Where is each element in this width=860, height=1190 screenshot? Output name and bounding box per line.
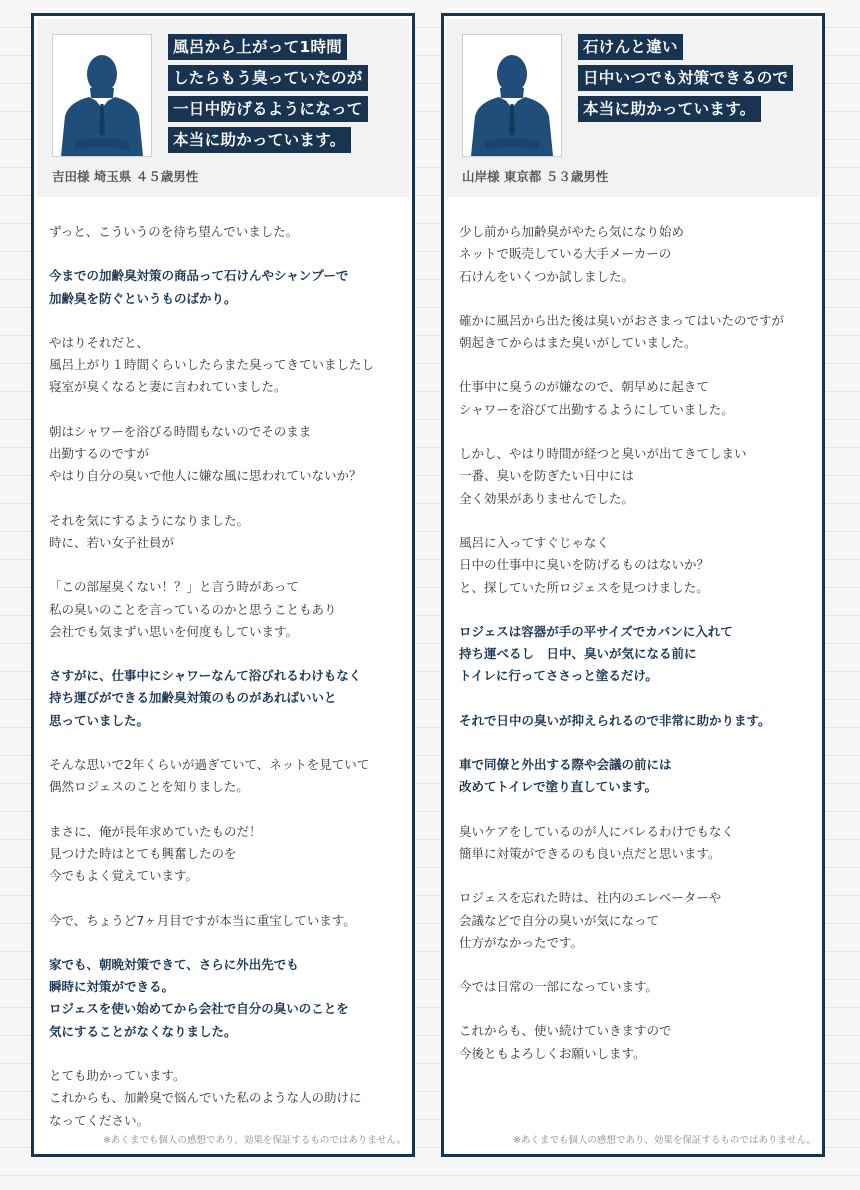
headline-line: 日中いつでも対策できるので — [578, 65, 793, 91]
testimonial-paragraph: 朝はシャワーを浴びる時間もないのでそのまま 出勤するのですが やはり自分の臭いで他人に嫌な風に思われていないか？ — [49, 423, 362, 484]
testimonial-paragraph: それで日中の臭いが抑えられるので非常に助かります。 — [459, 712, 771, 728]
testimonial-paragraph: 家でも、朝晩対策できて、さらに外出先でも 瞬時に対策ができる。 ロジェスを使い始めてから会社で自分の臭いのことを 気にすることがなくなりました。 — [49, 956, 349, 1039]
testimonial-paragraph: 今までの加齢臭対策の商品って石けんやシャンプーで 加齢臭を防ぐというものばかり。 — [49, 268, 349, 306]
headline-line: したらもう臭っていたのが — [168, 65, 368, 91]
disclaimer: ※あくまでも個人の感想であり、効果を保証するものではありません。 — [512, 1135, 816, 1146]
headline-line: 石けんと違い — [578, 34, 683, 60]
avatar — [52, 34, 152, 157]
customer-profile: 山岸様 東京都 ５３歳男性 — [462, 169, 609, 184]
testimonial-paragraph: 仕事中に臭うのが嫌なので、朝早めに起きて シャワーを浴びて出勤するようにしていました。 — [459, 379, 734, 417]
testimonial-paragraph: 少し前から加齢臭がやたら気になり始め ネットで販売している大手メーカーの 石けんをいくつか試しました。 — [459, 224, 685, 284]
testimonial-paragraph: とても助かっています。 これからも、加齢臭で悩んでいた私のような人の助けに なってください。 — [49, 1068, 362, 1128]
testimonial-paragraph: ロジェスを忘れた時は、社内のエレベーターや 会議などで自分の臭いが気になって 仕方がなかったです。 — [459, 890, 722, 950]
testimonial-card — [31, 13, 415, 1157]
businessman-silhouette-icon — [467, 44, 557, 156]
testimonial-paragraph: 臭いケアをしているのが人にバレるわけでもなく 簡単に対策ができるのも良い点だと思います。 — [459, 823, 735, 861]
testimonial-paragraph: まさに、俺が長年求めていたものだ！ 見つけた時はとても興奮したのを 今でもよく覚えています。 — [49, 823, 262, 884]
testimonial-paragraph: さすがに、仕事中にシャワーなんて浴びれるわけもなく 持ち運びができる加齢臭対策のものがあればいいと 思っていました。 — [49, 668, 362, 728]
testimonial-paragraph: 確かに風呂から出た後は臭いがおさまってはいたのですが 朝起きてからはまた臭いがしていました。 — [459, 312, 785, 351]
testimonial-paragraph: それを気にするようになりました。 時に、若い女子社員が — [49, 512, 250, 550]
testimonial-paragraph: 車で同僚と外出する際や会議の前には 改めてトイレで塗り直しています。 — [459, 757, 672, 795]
testimonial-header — [37, 19, 409, 197]
testimonial-header — [447, 19, 819, 197]
testimonial-paragraph: ずっと、こういうのを待ち望んでいました。 — [49, 224, 299, 239]
headline-line: 風呂から上がって1時間 — [168, 34, 347, 60]
testimonial-paragraph: これからも、使い続けていきますので 今後ともよろしくお願いします。 — [459, 1023, 672, 1061]
testimonial-paragraph: やはりそれだと、 風呂上がり１時間くらいしたらまた臭ってきていましたし 寝室が臭くなると妻に言われていました。 — [49, 334, 375, 395]
testimonial-body — [444, 197, 822, 1065]
testimonial-paragraph: しかし、やはり時間が経つと臭いが出てきてしまい 一番、臭いを防ぎたい日中には 全く効果がありませんでした。 — [459, 446, 747, 506]
testimonial-headline — [168, 34, 403, 158]
testimonial-body — [34, 197, 412, 1132]
avatar — [462, 34, 562, 157]
headline-line: 一日中防げるようになって — [168, 96, 368, 122]
testimonial-headline — [578, 34, 813, 127]
testimonial-paragraph: そんな思いで2年くらいが過ぎていて、ネットを見ていて 偶然ロジェスのことを知りました。 — [49, 757, 370, 795]
testimonial-paragraph: 今で、ちょうど7ヶ月目ですが本当に重宝しています。 — [49, 912, 356, 928]
testimonial-paragraph: 「この部屋臭くない！？」と言う時があって 私の臭いのことを言っているのかと思うこともあり 会社でも気まずい思いを何度もしています。 — [49, 579, 337, 639]
headline-line: 本当に助かっています。 — [168, 127, 351, 153]
headline-line: 本当に助かっています。 — [578, 96, 761, 122]
businessman-silhouette-icon — [57, 44, 147, 156]
testimonial-card — [441, 13, 825, 1157]
testimonial-paragraph: ロジェスは容器が手の平サイズでカバンに入れて 持ち運べるし 日中、臭いが気になる前に トイレに行ってささっと塗るだけ。 — [459, 623, 733, 684]
disclaimer: ※あくまでも個人の感想であり、効果を保証するものではありません。 — [102, 1135, 406, 1146]
testimonial-paragraph: 風呂に入ってすぐじゃなく 日中の仕事中に臭いを防げるものはないか？ と、探していた所ロジェスを見つけました。 — [459, 534, 710, 595]
testimonial-paragraph: 今では日常の一部になっています。 — [459, 979, 659, 995]
customer-profile: 吉田様 埼玉県 ４５歳男性 — [52, 169, 199, 184]
